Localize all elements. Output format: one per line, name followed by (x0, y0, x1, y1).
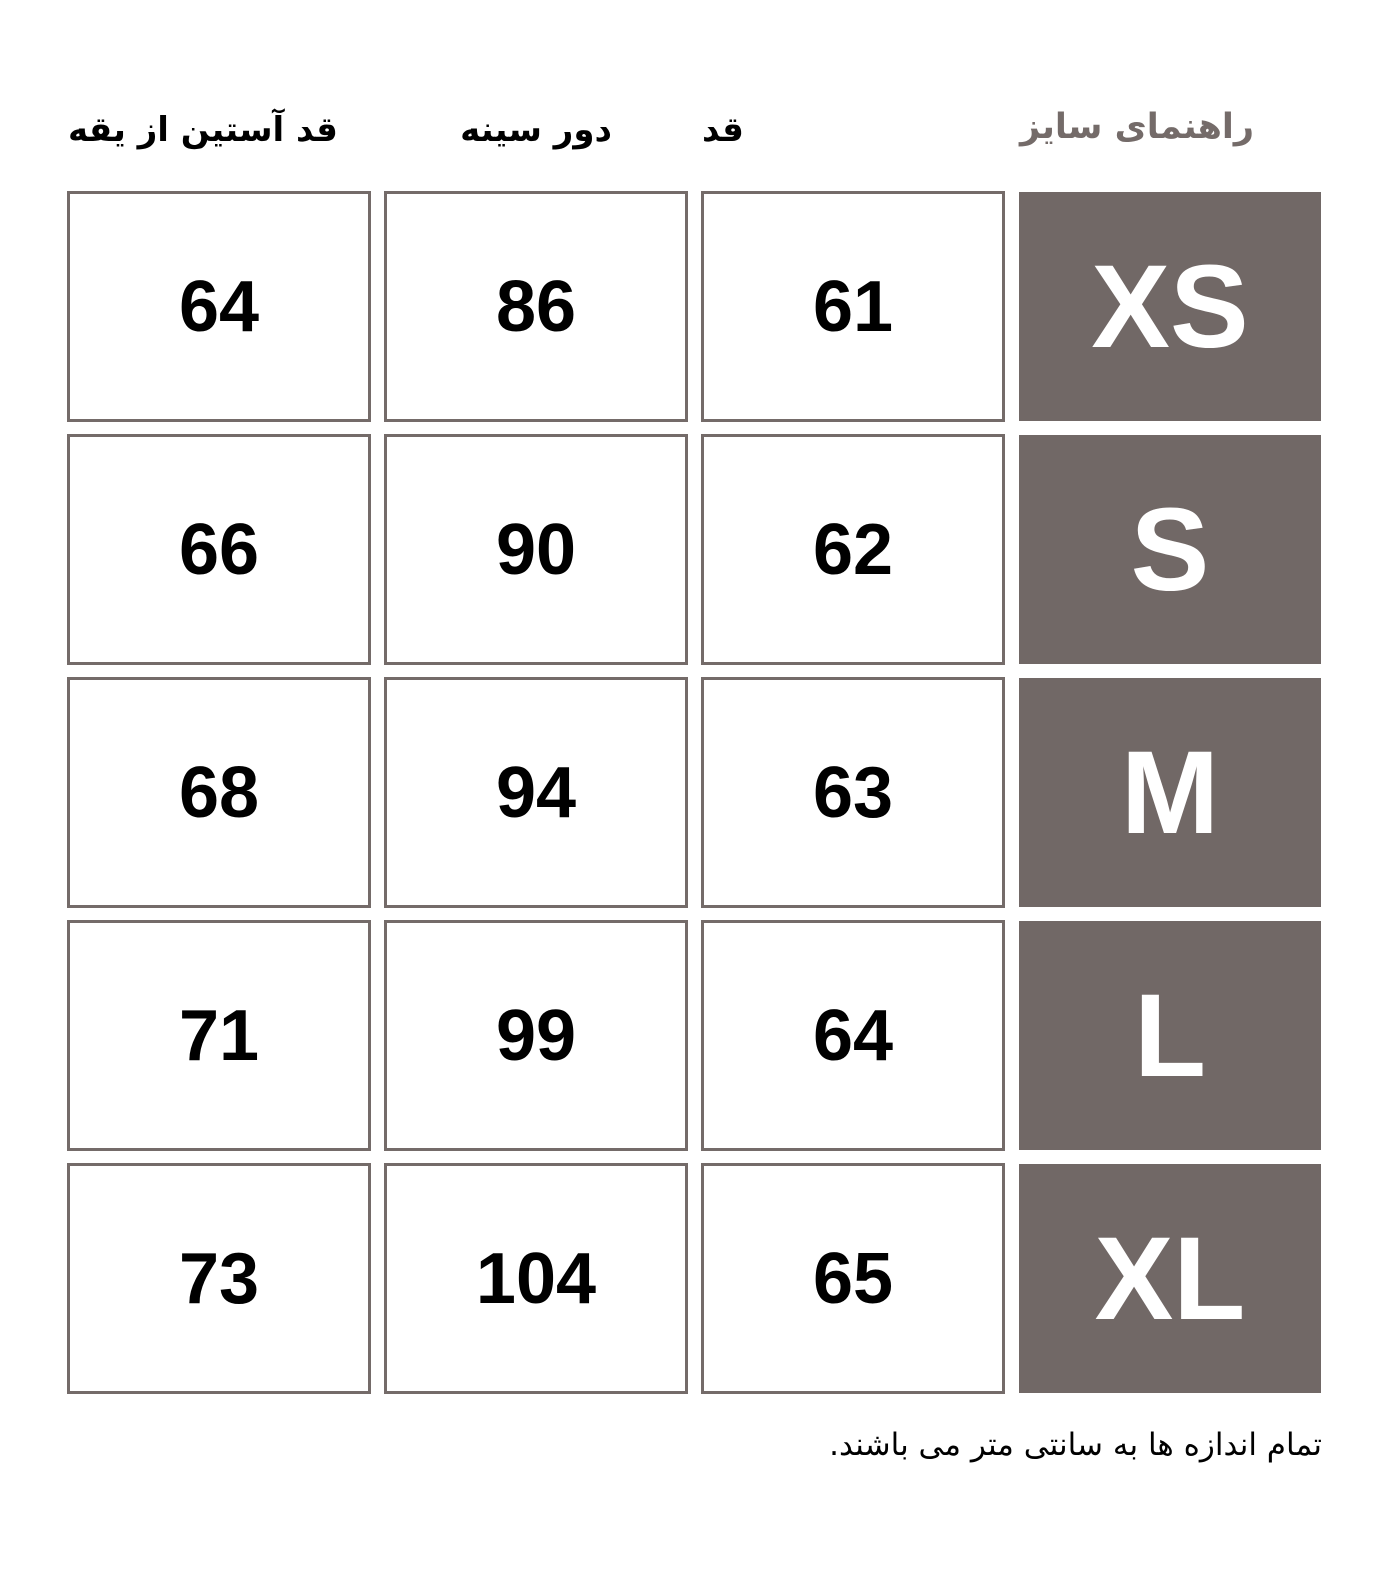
column-header-chest: دور سینه (460, 110, 612, 150)
size-label-m: M (1019, 678, 1321, 907)
cell-chest-s: 90 (384, 434, 688, 665)
cell-length-m: 63 (701, 677, 1005, 908)
cell-chest-xs: 86 (384, 191, 688, 422)
size-label-xs: XS (1019, 192, 1321, 421)
cell-sleeve-s: 66 (67, 434, 371, 665)
cell-chest-xl: 104 (384, 1163, 688, 1394)
units-note: تمام اندازه ها به سانتی متر می باشند. (829, 1427, 1322, 1463)
cell-sleeve-m: 68 (67, 677, 371, 908)
column-header-length: قد (702, 110, 744, 150)
cell-chest-m: 94 (384, 677, 688, 908)
cell-sleeve-l: 71 (67, 920, 371, 1151)
size-label-s: S (1019, 435, 1321, 664)
cell-length-s: 62 (701, 434, 1005, 665)
size-label-xl: XL (1019, 1164, 1321, 1393)
cell-sleeve-xs: 64 (67, 191, 371, 422)
cell-sleeve-xl: 73 (67, 1163, 371, 1394)
cell-length-xs: 61 (701, 191, 1005, 422)
cell-chest-l: 99 (384, 920, 688, 1151)
cell-length-xl: 65 (701, 1163, 1005, 1394)
page-title: راهنمای سایز (1020, 107, 1255, 147)
cell-length-l: 64 (701, 920, 1005, 1151)
column-header-sleeve: قد آستین از یقه (68, 110, 338, 150)
size-label-l: L (1019, 921, 1321, 1150)
